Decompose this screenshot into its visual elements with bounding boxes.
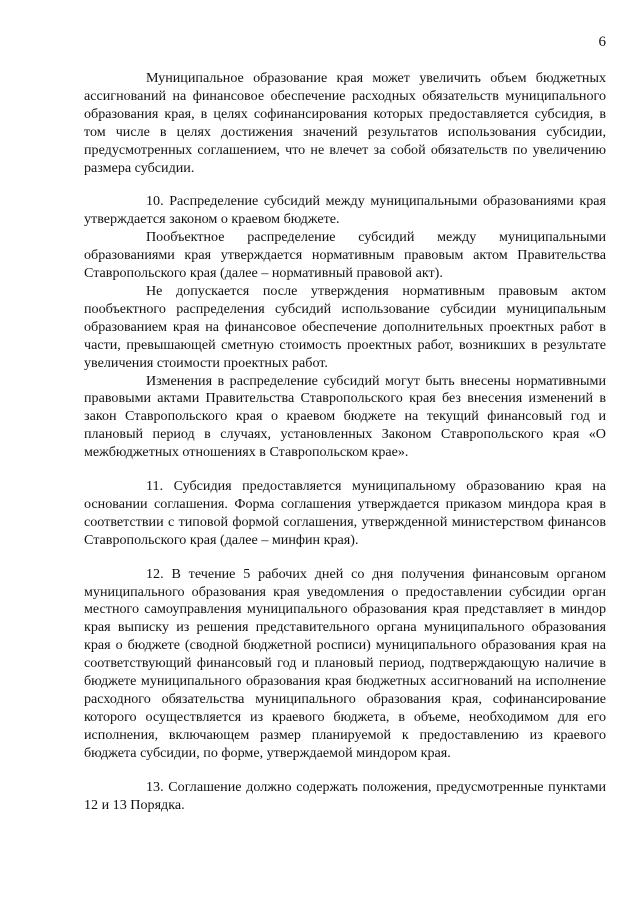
paragraph-11-agreement: 11. Субсидия предоставляется муниципальному образованию края на основании соглашения. Форма соглашения утверждается приказом миндора края в соответствии с типовой формой соглашения, утвержденной министерством финансов Ставропольского края (далее – минфин края).: [84, 478, 606, 548]
paragraph-10-distribution: 10. Распределение субсидий между муниципальными образованиями края утверждается законом о краевом бюджете.: [84, 193, 606, 228]
paragraph-13-contents: 13. Соглашение должно содержать положения, предусмотренные пунктами 12 и 13 Порядка.: [84, 778, 606, 813]
paragraph-12-notification: 12. В течение 5 рабочих дней со дня получения финансовым органом муниципального образования края уведомления о предоставлении субсидии орган местного самоуправления муниципального образования края представляет в миндор края выписку из решения представительного органа муниципального образования края о бюджете (сводной бюджетной росписи) муниципального образования края на соответствующий финансовый год и плановый период, подтверждающую наличие в бюджете муниципального образования края бюджетных ассигнований на исполнение расходного обязательства муниципального образования края, софинансирование которого осуществляется из краевого бюджета, в объеме, необходимом для его исполнения, включающем размер планируемой к предоставлению из краевого бюджета субсидии, по форме, утверждаемой миндором края.: [84, 565, 606, 761]
paragraph-10-object-distribution: Пообъектное распределение субсидий между муниципальными образованиями края утверждается нормативным правовым актом Правительства Ставропольского края (далее – нормативный правовой акт).: [84, 229, 606, 282]
paragraph-10-changes: Изменения в распределение субсидий могут быть внесены нормативными правовыми актами Правительства Ставропольского края без внесения изменений в закон Ставропольского края о краевом бюджете на текущий финансовый год и плановый период в случаях, установленных Законом Ставропольского края «О межбюджетных отношениях в Ставропольском крае».: [84, 372, 606, 461]
document-body: [84, 70, 606, 814]
paragraph-10-restriction: Не допускается после утверждения нормативным правовым актом пообъектного распределения субсидий использование субсидии муниципальным образованием края на финансовое обеспечение дополнительных проектных работ в части, превышающей сметную стоимость проектных работ, возникших в результате увеличения стоимости проектных работ.: [84, 282, 606, 371]
paragraph-budget-increase: Муниципальное образование края может увеличить объем бюджетных ассигнований на финансовое обеспечение расходных обязательств муниципального образования края, в целях софинансирования которых предоставляется субсидия, в том числе в целях достижения значений результатов использования субсидии, предусмотренных соглашением, что не влечет за собой обязательств по увеличению размера субсидии.: [84, 70, 606, 176]
page-number: 6: [598, 34, 606, 50]
